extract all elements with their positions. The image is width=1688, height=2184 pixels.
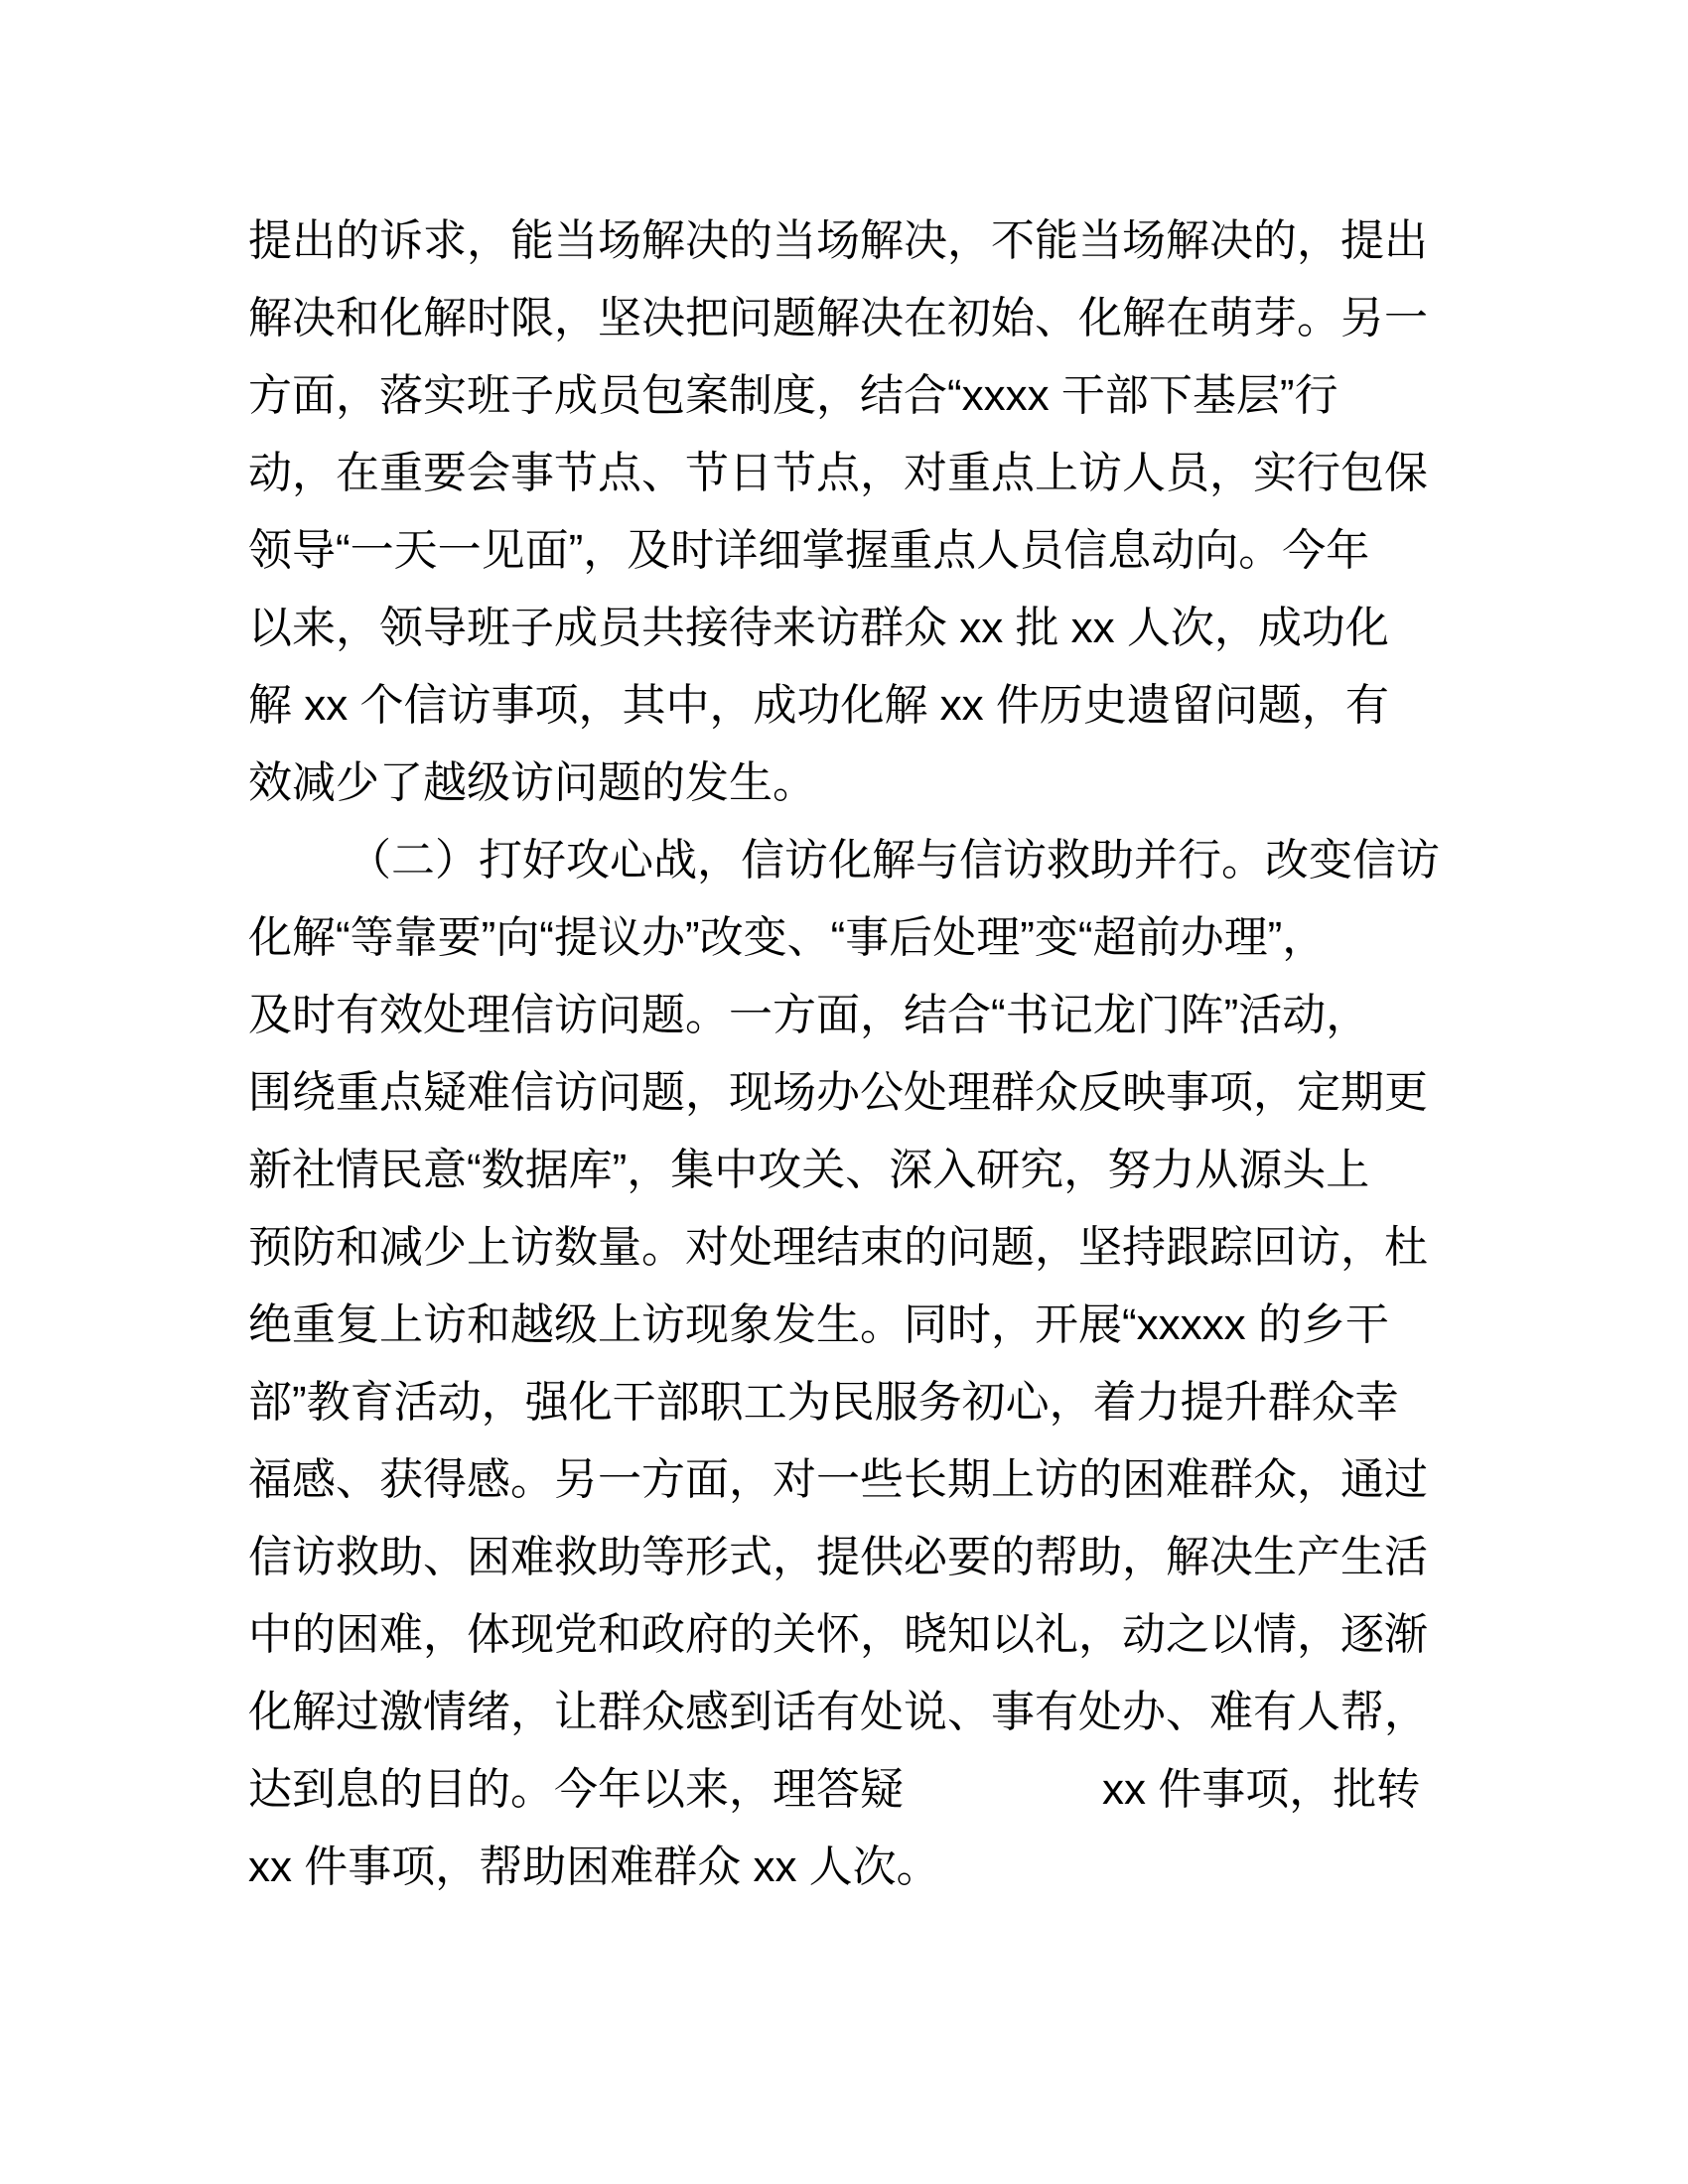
text-line: xx 件事项，帮助困难群众 xx 人次。 <box>248 1843 940 1891</box>
text-line: 动，在重要会事节点、节日节点，对重点上访人员，实行包保 <box>248 449 1428 497</box>
text-line: 福感、获得感。另一方面，对一些长期上访的困难群众，通过 <box>248 1455 1428 1504</box>
text-segment: xx 件事项，批转 <box>1102 1765 1421 1814</box>
text-line: 方面，落实班子成员包案制度，结合“xxxx 干部下基层”行 <box>248 371 1338 420</box>
text-line: 绝重复上访和越级上访现象发生。同时，开展“xxxxx 的乡干 <box>248 1300 1389 1349</box>
text-line: 解决和化解时限，坚决把问题解决在初始、化解在萌芽。另一 <box>248 294 1428 342</box>
text-gap <box>904 1803 1102 1804</box>
text-line: 化解“等靠要”向“提议办”改变、“事后处理”变“超前办理”， <box>248 913 1327 962</box>
text-line: 领导“一天一见面”，及时详细掌握重点人员信息动向。今年 <box>248 526 1370 575</box>
text-line: 新社情民意“数据库”，集中攻关、深入研究，努力从源头上 <box>248 1146 1370 1194</box>
text-line: 解 xx 个信访事项，其中，成功化解 xx 件历史遗留问题，有 <box>248 681 1389 730</box>
text-line: 预防和减少上访数量。对处理结束的问题，坚持跟踪回访，杜 <box>248 1223 1428 1272</box>
text-segment: 达到息的目的。今年以来，理答疑 <box>248 1765 904 1814</box>
text-line-with-gap <box>248 1751 1450 1829</box>
paragraph-start-line: （二）打好攻心战，信访化解与信访救助并行。改变信访 <box>348 836 1440 885</box>
text-line: 中的困难，体现党和政府的关怀，晓知以礼，动之以情，逐渐 <box>248 1610 1428 1659</box>
text-line: 以来，领导班子成员共接待来访群众 xx 批 xx 人次，成功化 <box>248 604 1389 652</box>
text-block <box>248 203 1450 1906</box>
text-line: 及时有效处理信访问题。一方面，结合“书记龙门阵”活动， <box>248 991 1370 1039</box>
text-line: 部”教育活动，强化干部职工为民服务初心，着力提升群众幸 <box>248 1378 1399 1427</box>
text-line: 围绕重点疑难信访问题，现场办公处理群众反映事项，定期更 <box>248 1068 1428 1117</box>
text-line: 效减少了越级访问题的发生。 <box>248 758 816 807</box>
text-line: 提出的诉求，能当场解决的当场解决，不能当场解决的，提出 <box>248 216 1428 265</box>
text-line: 化解过激情绪，让群众感到话有处说、事有处办、难有人帮， <box>248 1688 1428 1736</box>
text-line: 信访救助、困难救助等形式，提供必要的帮助，解决生产生活 <box>248 1533 1428 1581</box>
